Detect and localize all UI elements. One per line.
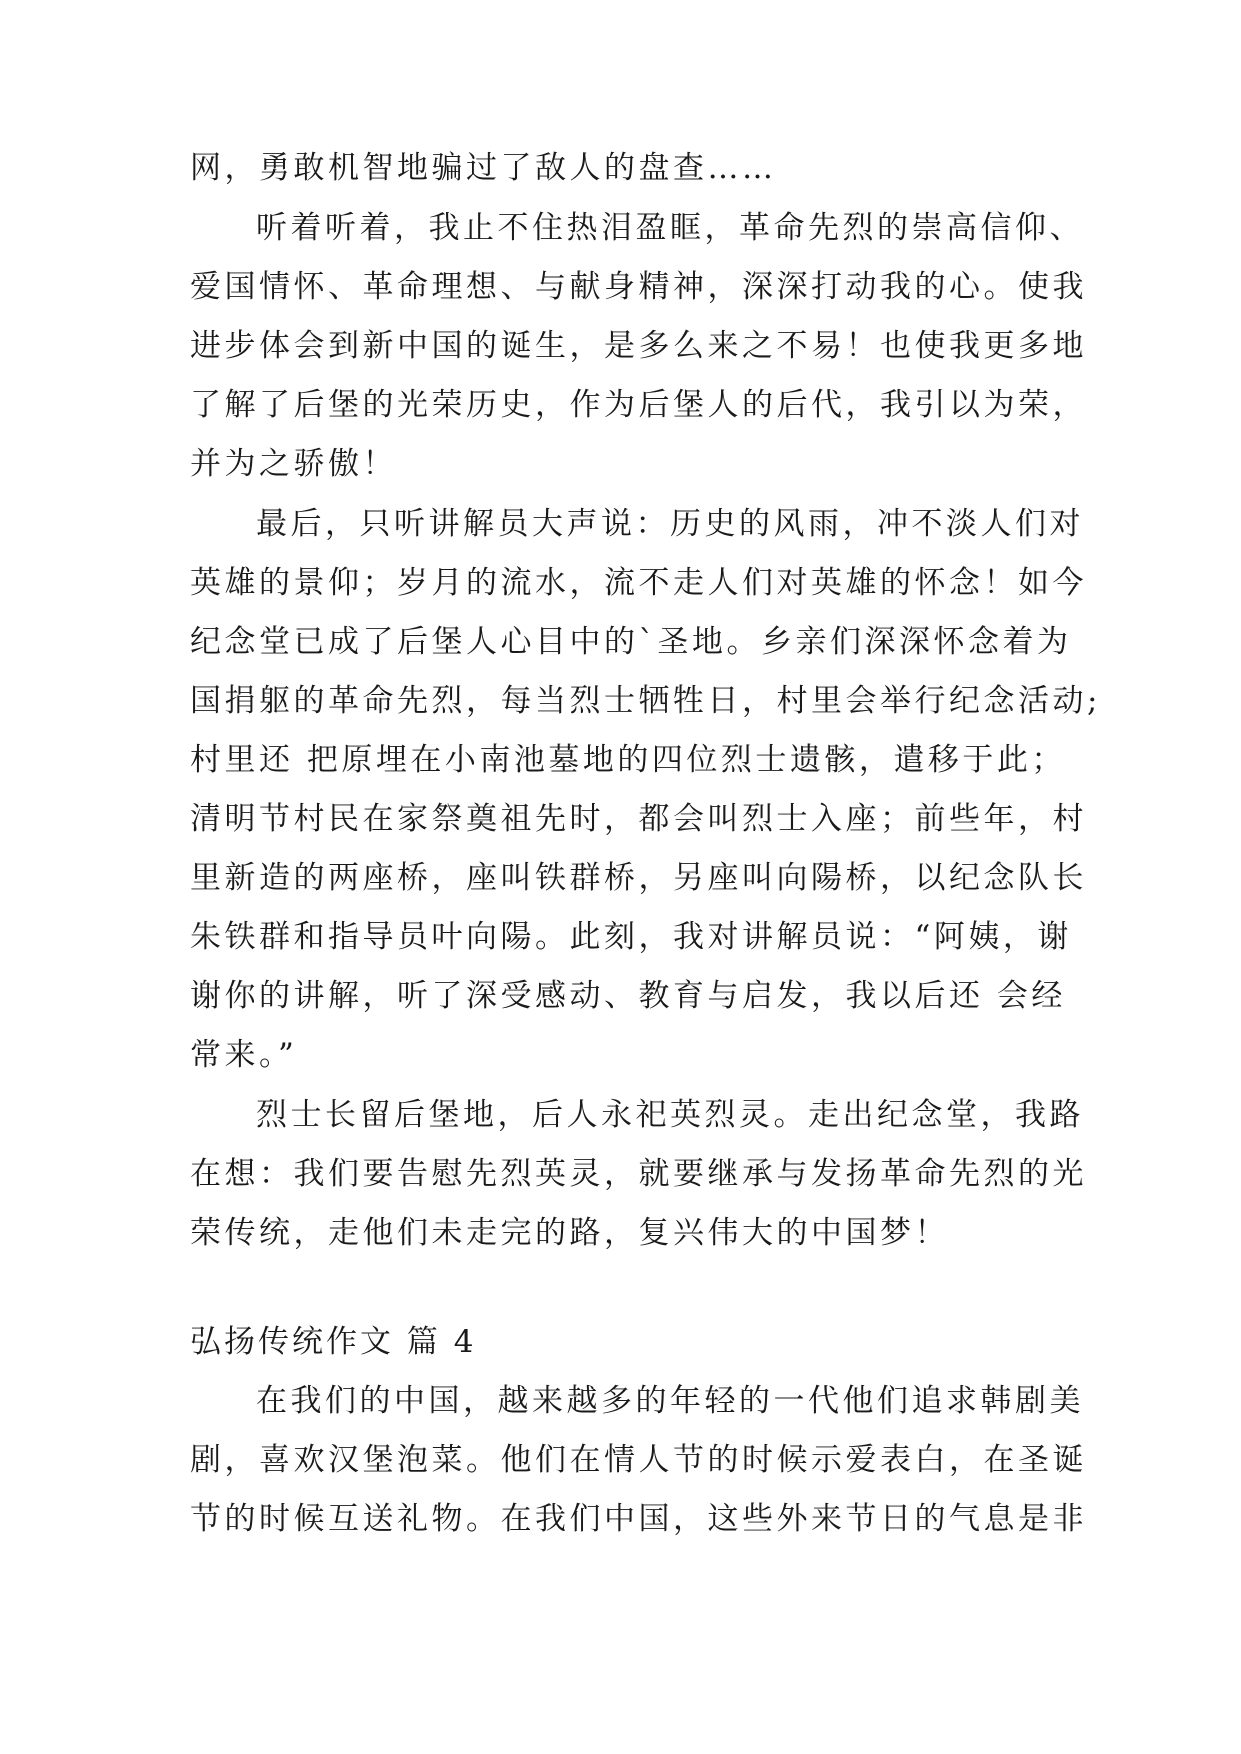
text-line: 朱铁群和指导员叶向陽。此刻，我对讲解员说：“阿姨，谢: [190, 919, 1072, 955]
text-line: 爱国情怀、革命理想、与献身精神，深深打动我的心。使我: [190, 269, 1087, 305]
text-line: 进步体会到新中国的诞生，是多么来之不易！也使我更多地: [190, 328, 1087, 364]
text-line: 里新造的两座桥，座叫铁群桥，另座叫向陽桥，以纪念队长: [190, 860, 1087, 896]
text-line: 谢你的讲解，听了深受感动、教育与启发，我以后还 会经: [190, 978, 1066, 1014]
text-line: 网，勇敢机智地骗过了敌人的盘查……: [190, 150, 777, 186]
text-line: 纪念堂已成了后堡人心目中的`圣地。乡亲们深深怀念着为: [190, 624, 1072, 660]
text-line: 英雄的景仰；岁月的流水，流不走人们对英雄的怀念！如今: [190, 565, 1087, 601]
text-line: 荣传统，走他们未走完的路，复兴伟大的中国梦！: [190, 1215, 949, 1251]
paragraph-start-line: 烈士长留后堡地，后人永祀英烈灵。走出纪念堂，我路: [256, 1097, 1084, 1133]
text-line: 并为之骄傲！: [190, 446, 397, 482]
paragraph-start-line: 最后，只听讲解员大声说：历史的风雨，冲不淡人们对: [256, 506, 1084, 542]
text-line: 在想：我们要告慰先烈英灵，就要继承与发扬革命先烈的光: [190, 1156, 1087, 1192]
text-line: 国捐躯的革命先烈，每当烈士牺牲日，村里会举行纪念活动;: [190, 683, 1101, 719]
text-line: 村里还 把原埋在小南池墓地的四位烈士遗骸，遣移于此；: [190, 742, 1066, 778]
text-line: 剧，喜欢汉堡泡菜。他们在情人节的时候示爱表白，在圣诞: [190, 1442, 1087, 1478]
paragraph-start-line: 在我们的中国，越来越多的年轻的一代他们追求韩剧美: [256, 1383, 1084, 1419]
section-heading: 弘扬传统作文 篇 4: [190, 1324, 477, 1360]
text-line: 清明节村民在家祭奠祖先时，都会叫烈士入座；前些年，村: [190, 801, 1087, 837]
text-line: 常来。”: [190, 1037, 298, 1073]
text-line: 了解了后堡的光荣历史，作为后堡人的后代，我引以为荣，: [190, 387, 1087, 423]
text-line: 节的时候互送礼物。在我们中国，这些外来节日的气息是非: [190, 1501, 1087, 1537]
paragraph-start-line: 听着听着，我止不住热泪盈眶，革命先烈的崇高信仰、: [256, 210, 1084, 246]
